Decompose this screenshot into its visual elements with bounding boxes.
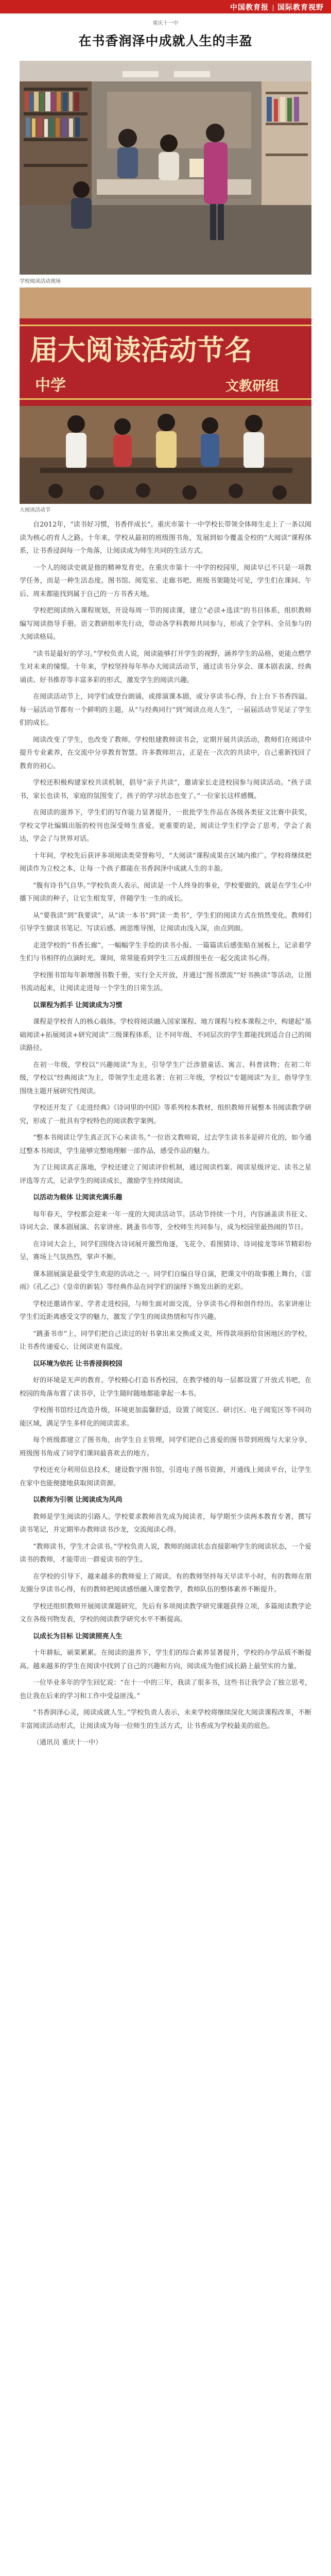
masthead-rule [0,13,331,14]
article-paragraph: 学校图书馆每年新增图书数千册，实行全天开放，并通过“图书漂流”“好书换读”等活动，让图书流动起来，让阅读走进每一个学生的日常生活。 [20,971,311,992]
photo2-caption: 大阅读活动节 [20,507,50,513]
article-paragraph: 教师是学生阅读的引路人。学校要求教师首先成为阅读者，每学期至少读两本教育专著，撰写读书笔记，并定期举办教师读书沙龙，交流阅读心得。 [20,1513,311,1534]
masthead-brand[interactable] [230,2,324,12]
article-paragraph: “跳蚤书市”上，同学们把自己读过的好书拿出来交换或义卖，所得款项捐给贫困地区的学校，让书香传递爱心，让阅读更有温度。 [20,1330,311,1351]
article-paragraph: 学校还积极构建家校共读机制，倡导“亲子共读”，邀请家长走进校园参与阅读活动。“孩子读书，家长也读书，家庭的氛围变了，孩子的学习状态也变了。”一位家长这样感慨。 [20,779,311,800]
article-paragraph: “腹有诗书气自华。”学校负责人表示，阅读是一个人终身的事业，学校要做的，就是在学生心中播下阅读的种子，让它生根发芽，伴随学生一生的成长。 [20,882,311,903]
section-heading: 以环境为依托 让书香浸润校园 [33,1360,123,1368]
article-paragraph: 一个人的阅读史就是他的精神发育史。在重庆市第十一中学的校园里，阅读早已不只是一项教学任务，而是一种生活态度。图书馆、阅览室、走廊书吧、班级书架随处可见，学生们在课间、午后、周末都能找到属于自己的一方书香天地。 [20,564,311,598]
article-paragraph: “整本书阅读让学生真正沉下心来读书。”一位语文教师说，过去学生读书多是碎片化的，如今通过整本书阅读，学生能够完整地理解一部作品，感受作品的魅力。 [20,1134,311,1155]
section-heading: 以成长为目标 让阅读照亮人生 [33,1632,123,1640]
article-title: 在书香润泽中成就人生的丰盈 [78,33,253,48]
article-paragraph: 十年间，学校先后获评多项阅读类荣誉称号，“大阅读”课程成果在区域内推广。学校将继续把阅读作为立校之本，让每一个孩子都能在书香润泽中成就人生的丰盈。 [20,852,311,873]
festival-banner-main: 届大阅读活动节名 [30,333,252,366]
section-heading: 以教师为引领 让阅读成为风尚 [33,1496,123,1504]
article-paragraph: 每年春天，学校都会迎来一年一度的大阅读活动节。活动节持续一个月，内容涵盖读书征文、诗词大会、课本剧展演、名家讲座、跳蚤书市等，全校师生共同参与，成为校园里最热闹的节日。 [20,1210,311,1231]
article-paragraph: “读书是最好的学习。”学校负责人说，阅读能够打开学生的视野，涵养学生的品格，更能点燃学生对未来的憧憬。十年来，学校坚持每年举办大阅读活动节，通过读书分享会、课本剧表演、经典诵读、好书推荐等丰富多彩的形式，激发学生的阅读兴趣。 [20,650,311,684]
article-paragraph: 学校把阅读纳入课程规划，开设每周一节的阅读课，建立“必读+选读”的书目体系，组织教师编写阅读指导手册。语文教研组率先行动，带动各学科教师共同参与，形成了全学科、全员参与的大阅读格局。 [20,607,311,641]
article-photo-reading-room [20,61,311,275]
article-paragraph: 学校图书馆经过改造升级，环境更加温馨舒适，设置了阅览区、研讨区、电子阅览区等不同功能区域，满足学生多样化的阅读需求。 [20,1406,311,1428]
article-paragraph: 课程是学校育人的核心载体。学校将阅读融入国家课程、地方课程与校本课程之中，构建起“基础阅读+拓展阅读+研究阅读”三级课程体系，让不同年级、不同层次的学生都能找到适合自己的阅读路径。 [20,1018,311,1052]
closing-note: （通讯员 重庆十一中） [33,1739,102,1747]
article-paragraph: 走进学校的“书香长廊”，一幅幅学生手绘的读书小报、一篇篇读后感张贴在展板上，记录着学生们与书相伴的点滴时光。课间，常常能看到学生三五成群围坐在一起交流读书心得。 [20,941,311,962]
article-paragraph: 在学校的引导下，越来越多的教师爱上了阅读。有的教师坚持每天早读半小时，有的教师在朋友圈分享读书心得，有的教师把阅读感悟融入课堂教学，教师队伍的整体素养不断提升。 [20,1572,311,1594]
section-heading: 以活动为载体 让阅读充满乐趣 [33,1194,123,1201]
brand-sub: 国际教育视野 [277,4,324,12]
article-paragraph: “教师读书，学生才会读书。”学校负责人说，教师的阅读状态直接影响学生的阅读状态，一个爱读书的教师，才能带出一群爱读书的学生。 [20,1543,311,1564]
article-paragraph: 阅读改变了学生，也改变了教师。学校组建教师读书会，定期开展共读活动，教师们在阅读中提升专业素养，在交流中分享教育智慧。许多教师坦言，正是在一次次的共读中，自己重新找回了教育的初心。 [20,736,311,770]
article-paragraph: 自2012年，“读书好习惯，书香伴成长”。重庆市第十一中学校长带领全体师生走上了一条以阅读为核心的育人之路。十年来，学校从最初的班级图书角，发展到如今覆盖全校的“大阅读”课程体系，让书香浸润每一个角落，让阅读成为师生共同的生活方式。 [20,521,311,555]
article-paragraph: 每个班级都建立了图书角，由学生自主管理，同学们把自己喜爱的图书带到班级与大家分享，班级图书角成了同学们课间最喜欢去的地方。 [20,1436,311,1458]
reading-festival-illustration [20,287,311,504]
article-paragraph: 学校还充分利用信息技术，建设数字图书馆，引进电子图书资源，开通线上阅读平台，让学生在家中也能便捷地获取阅读资源。 [20,1466,311,1487]
article-paragraph: 一位毕业多年的学生回忆说：“在十一中的三年，我读了很多书，这些书让我学会了独立思考，也让我在后来的学习和工作中受益匪浅。” [20,1679,311,1700]
festival-banner-dept: 文教研组 [225,379,280,394]
article-paragraph: 十年耕耘，硕果累累。在阅读的滋养下，学生们的综合素养显著提升，学校的办学品质不断提高。越来越多的学生在阅读中找到了自己的兴趣和方向，阅读成为他们成长路上最坚实的力量。 [20,1649,311,1670]
section-heading: 以课程为抓手 让阅读成为习惯 [33,1001,123,1009]
photo1-caption: 学校阅读活动现场 [20,279,61,284]
article-paragraph: 好的环境是无声的教育。学校精心打造书香校园，在教学楼的每一层都设置了开放式书吧，在校园的角落布置了读书亭，让学生随时随地都能拿起一本书。 [20,1377,311,1398]
article-paragraph: 为了让阅读真正落地，学校还建立了阅读评价机制，通过阅读档案、阅读星级评定、读书之星评选等方式，记录学生的阅读成长，激励学生持续阅读。 [20,1164,311,1185]
article-paragraph: 学校还开发了《走进经典》《诗词里的中国》等系列校本教材，组织教师开展整本书阅读教学研究，形成了一批具有学校特色的阅读教学案例。 [20,1104,311,1125]
article-paragraph: 在诗词大会上，同学们围绕古诗词展开激烈角逐，飞花令、看图猜诗、诗词接龙等环节精彩纷呈，赛场上气氛热烈，掌声不断。 [20,1240,311,1261]
article-body [20,518,311,1753]
article-paragraph: 在初一年级，学校以“兴趣阅读”为主，引导学生广泛涉猎童话、寓言、科普读物；在初二年级，学校以“经典阅读”为主，带领学生走进名著；在初三年级，学校以“专题阅读”为主，指导学生围绕主题开展研究性阅读。 [20,1061,311,1095]
brand-name: 中国教育报 [230,4,269,12]
article-paragraph: 在阅读活动节上，同学们或登台朗诵，或排演课本剧，或分享读书心得，台上台下书香四溢。每一届活动节都有一个鲜明的主题，从“与经典同行”到“阅读点亮人生”，一届届活动节见证了学生们的成长。 [20,693,311,727]
article-paragraph: 学校还邀请作家、学者走进校园，与师生面对面交流，分享读书心得和创作经历。名家讲座让学生们近距离感受文学的魅力，激发了学生的阅读热情和写作兴趣。 [20,1300,311,1321]
article-paragraph: 学校还组织教师开展阅读课题研究，先后有多项阅读教学研究课题获得立项，多篇阅读教学论文在各级刊物发表，学校的阅读教学研究水平不断提高。 [20,1602,311,1623]
festival-banner-school: 中学 [35,377,66,395]
article-paragraph: 课本剧展演是最受学生欢迎的活动之一。同学们自编自导自演，把课文中的故事搬上舞台，《雷雨》《孔乙己》《皇帝的新装》等经典作品在同学们的演绎下焕发出新的光彩。 [20,1270,311,1291]
masthead [0,0,331,13]
article-paragraph: 从“要我读”到“我要读”，从“读一本书”到“读一类书”，学生们的阅读方式在悄然变化。教师们引导学生做读书笔记、写读后感、画思维导图，让阅读由浅入深，由点到面。 [20,911,311,933]
article-paragraph: “书香润泽心灵，阅读成就人生。”学校负责人表示，未来学校将继续深化大阅读课程改革，不断丰富阅读活动形式，让阅读成为每一位师生的生活方式，让书香成为学校最美的底色。 [20,1709,311,1730]
article-paragraph: 在阅读的滋养下，学生们的写作能力显著提升，一批批学生作品在各级各类征文比赛中获奖，学校文学社编辑出版的校刊也深受师生喜爱。更重要的是，阅读让学生们学会了思考，学会了表达，学会了与世界对话。 [20,809,311,843]
reading-room-illustration [20,61,311,275]
dateline: 重庆十一中 [152,21,179,26]
article-photo-reading-festival [20,287,311,504]
